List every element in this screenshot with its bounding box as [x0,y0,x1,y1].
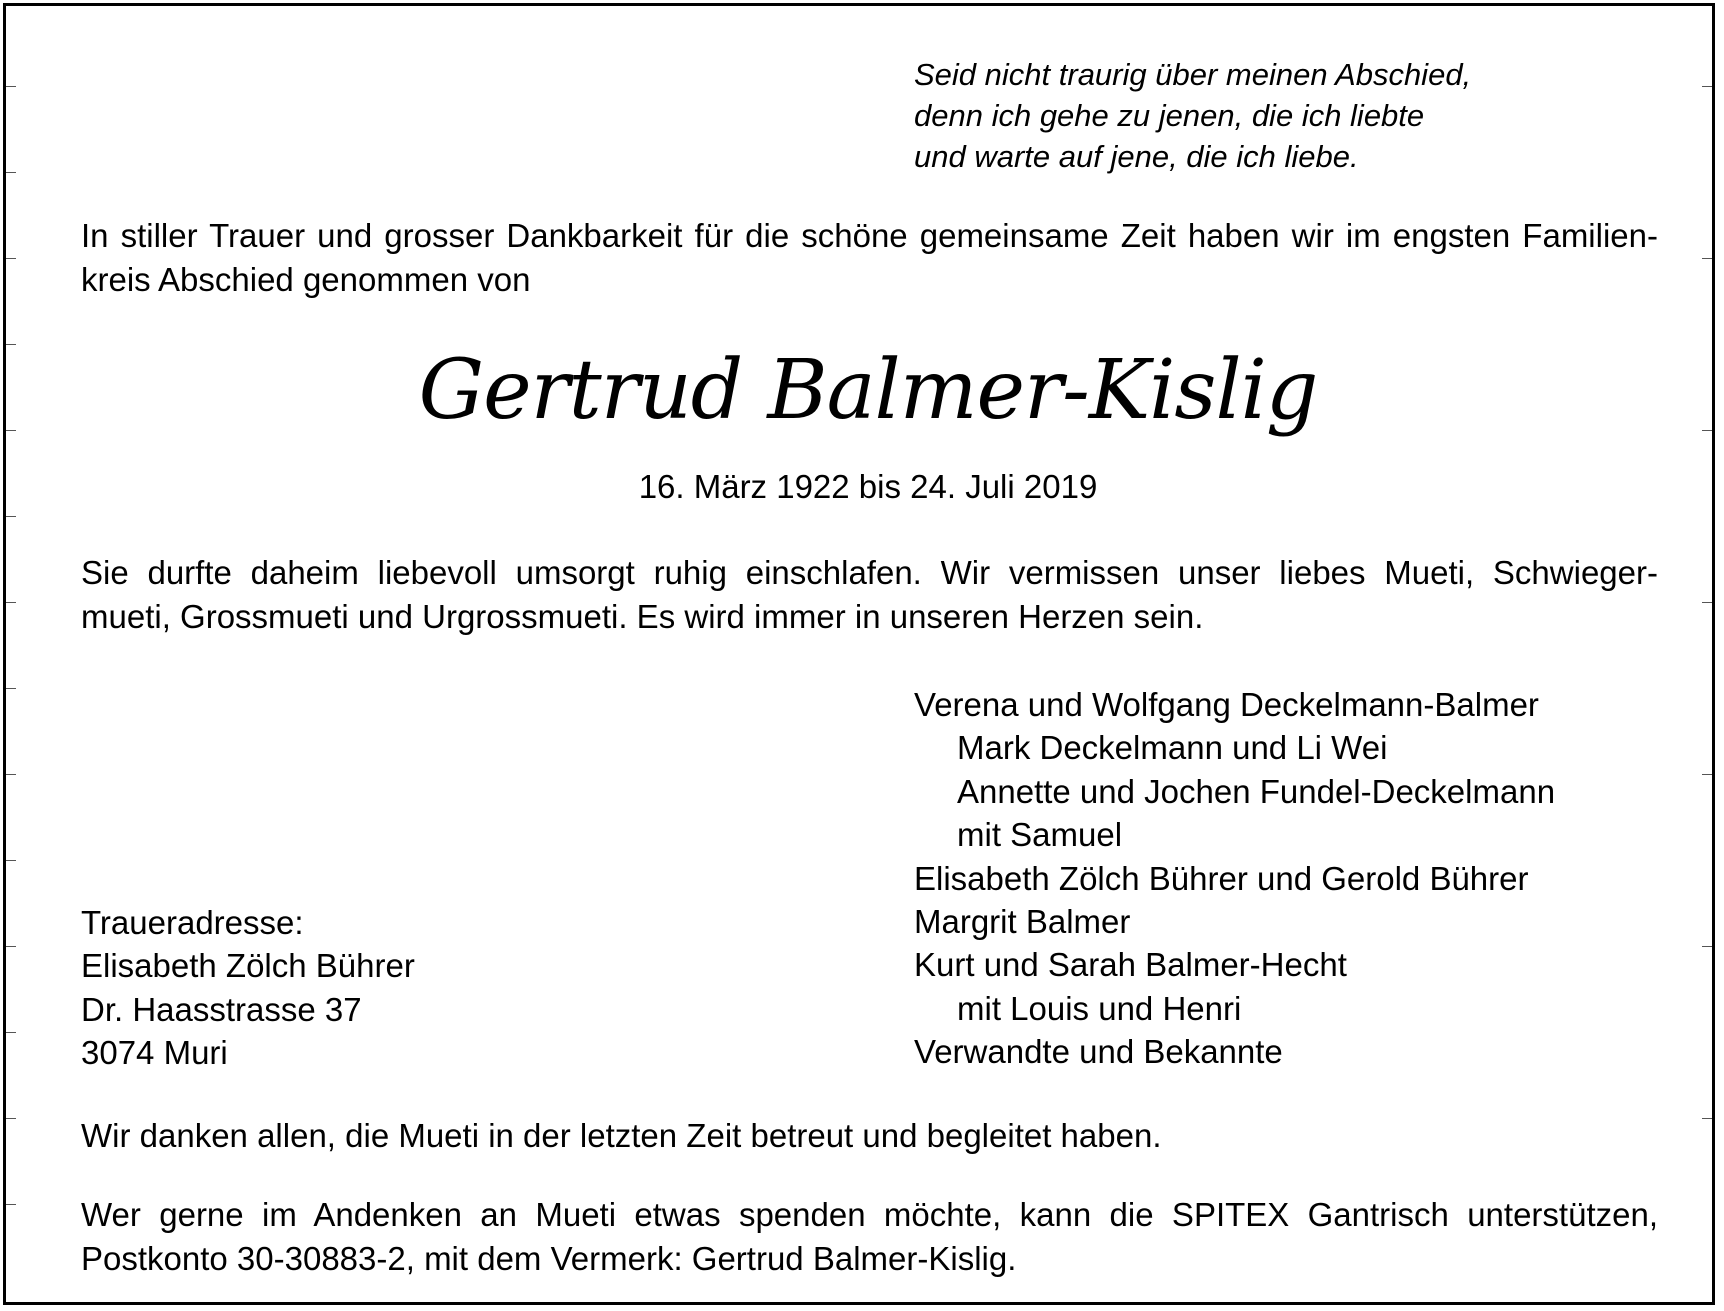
motto-line: Seid nicht traurig über meinen Abschied, [914,57,1472,92]
mourner-entry: Elisabeth Zölch Bührer und Gerold Bührer [914,859,1529,897]
address-name: Elisabeth Zölch Bührer [81,947,415,985]
intro-line: kreis Abschied genommen von [81,261,531,298]
mourning-address [81,901,415,1075]
mourner-entry: Verena und Wolfgang Deckelmann-Balmer [914,686,1539,723]
edge-tick [6,946,16,947]
edge-tick [6,516,16,517]
intro-paragraph [81,214,1658,302]
edge-tick [6,172,16,173]
donation-line: Postkonto 30-30883-2, mit dem Vermerk: Gertrud Balmer-Kislig. [81,1240,1017,1277]
edge-tick [1702,86,1712,87]
edge-tick [1702,946,1712,947]
mourner-entry: Annette und Jochen Fundel-Deckelmann [957,772,1556,810]
thanks-note: Wir danken allen, die Mueti in der letzten Zeit betreut und begleitet haben. [81,1117,1162,1154]
message-line: mueti, Grossmueti und Urgrossmueti. Es wird immer in unseren Herzen sein. [81,598,1204,635]
address-city: 3074 Muri [81,1034,228,1072]
edge-tick [6,258,16,259]
motto-line: denn ich gehe zu jenen, die ich liebte [914,98,1425,133]
mourner-entry: Mark Deckelmann und Li Wei [957,729,1388,767]
edge-tick [6,86,16,87]
edge-tick [1702,774,1712,775]
obituary-notice [3,3,1715,1305]
mourners-list [914,683,1555,1074]
edge-tick [6,1032,16,1033]
intro-line: In stiller Trauer und grosser Dankbarkeit für die schöne gemeinsame Zeit haben wir im engsten Familien- [81,217,1658,254]
edge-tick [6,1204,16,1205]
life-dates: 16. März 1922 bis 24. Juli 2019 [638,468,1098,505]
message-line: Sie durfte daheim liebevoll umsorgt ruhig einschlafen. Wir vermissen unser liebes Mueti, Schwieger- [81,554,1658,591]
edge-tick [6,1118,16,1119]
edge-tick [1702,258,1712,259]
edge-tick [6,774,16,775]
edge-tick [6,602,16,603]
address-street: Dr. Haasstrasse 37 [81,990,362,1028]
motto-verse [914,54,1471,177]
address-label: Traueradresse: [81,904,304,941]
deceased-name: Gertrud Balmer-Kislig [418,343,1318,438]
mourner-entry: Kurt und Sarah Balmer-Hecht [914,946,1347,984]
edge-tick [6,860,16,861]
donation-paragraph [81,1193,1658,1281]
edge-tick [6,688,16,689]
message-paragraph [81,551,1658,639]
donation-line: Wer gerne im Andenken an Mueti etwas spenden möchte, kann die SPITEX Gantrisch unterstützen, [81,1196,1658,1233]
edge-tick [1702,602,1712,603]
mourner-entry: mit Louis und Henri [957,989,1242,1027]
edge-tick [1702,1118,1712,1119]
motto-line: und warte auf jene, die ich liebe. [914,139,1359,174]
mourner-entry: Margrit Balmer [914,902,1131,940]
mourner-entry: Verwandte und Bekannte [914,1033,1283,1071]
mourner-entry: mit Samuel [957,816,1123,854]
